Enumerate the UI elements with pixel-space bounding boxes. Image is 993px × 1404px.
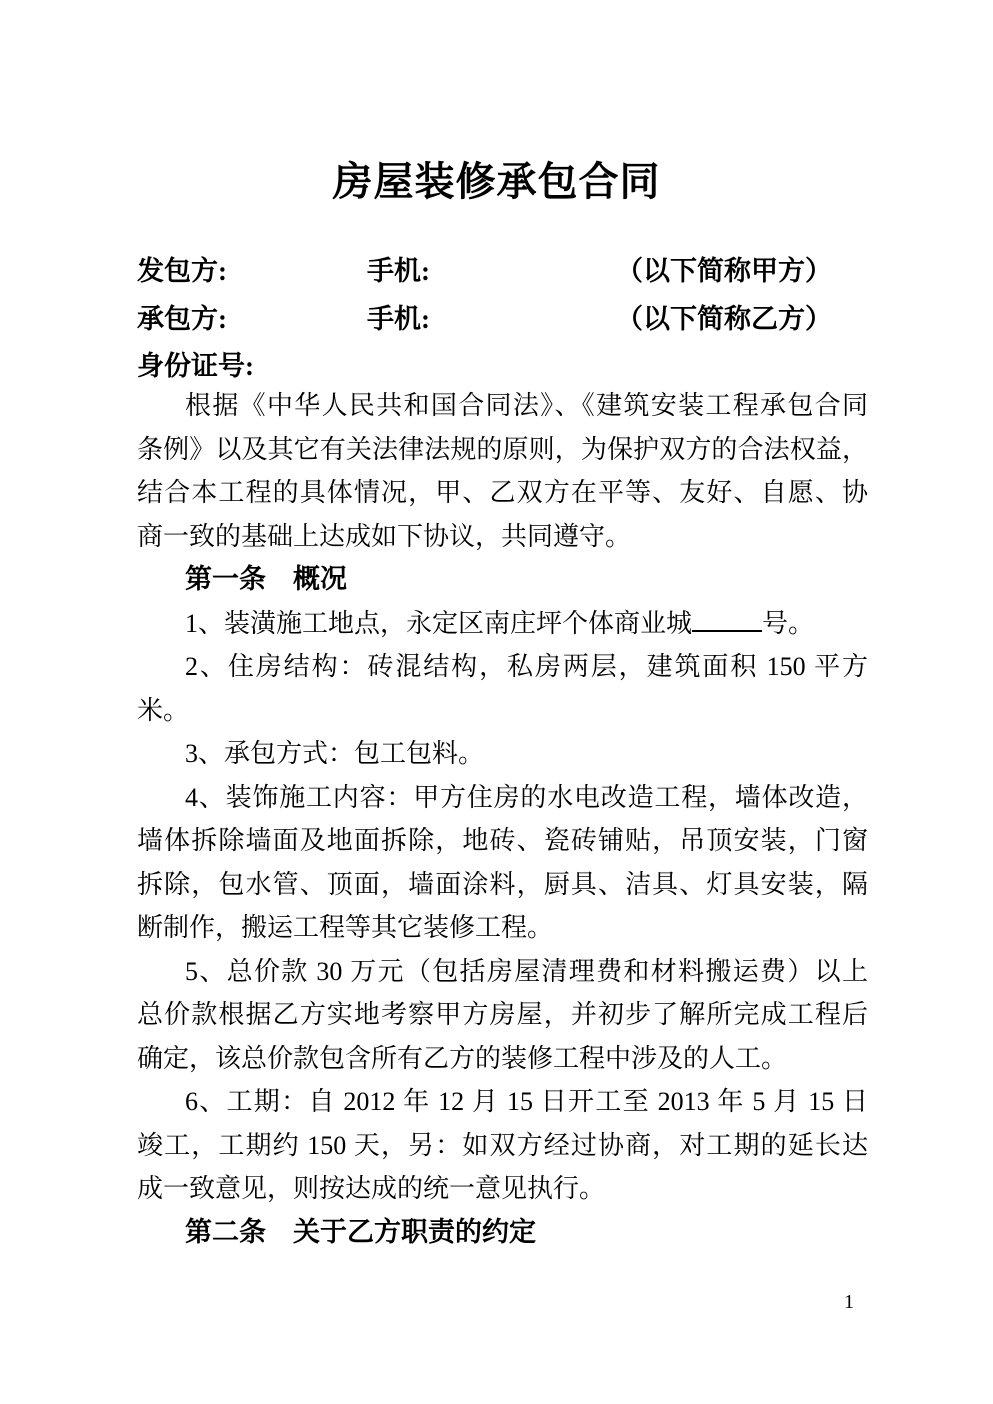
shop-number-blank-field (692, 604, 762, 632)
item-4-line: 4、装饰施工内容：甲方住房的水电改造工程，墙体改造， (185, 782, 868, 812)
contractor-phone-label: 手机: (367, 304, 430, 334)
employer-alias-label: （以下简称甲方） (616, 256, 832, 286)
page-number: 1 (844, 1291, 854, 1313)
party-row-id-number (137, 345, 868, 387)
intro-line: 条例》以及其它有关法律法规的原则，为保护双方的合法权益， (137, 434, 868, 464)
item-1-line (137, 602, 868, 646)
item-4-line: 拆除，包水管、顶面，墙面涂料，厨具、洁具、灯具安装，隔 (137, 869, 868, 899)
item-3-line: 3、承包方式：包工包料。 (185, 739, 485, 768)
item-6-line: 成一致意见，则按达成的统一意见执行。 (137, 1174, 606, 1203)
item-5-line: 5、总价款 30 万元（包括房屋清理费和材料搬运费）以上 (185, 956, 868, 986)
contractor-alias-label: （以下简称乙方） (616, 304, 832, 334)
item-1-prefix: 1、装潢施工地点，永定区南庄坪个体商业城 (185, 608, 693, 638)
party-row-employer (137, 250, 868, 292)
id-number-label: 身份证号: (137, 351, 254, 381)
employer-label: 发包方: (137, 256, 227, 286)
contract-body (137, 384, 868, 1254)
employer-phone-label: 手机: (367, 256, 430, 286)
intro-line: 商一致的基础上达成如下协议，共同遵守。 (137, 521, 632, 551)
document-title: 房屋装修承包合同 (332, 160, 661, 204)
section-1-heading: 第一条 概况 (185, 564, 347, 594)
item-1-suffix: 号。 (762, 608, 815, 638)
item-5-line: 总价款根据乙方实地考察甲方房屋，并初步了解所完成工程后 (137, 1000, 868, 1029)
item-2-line: 米。 (137, 695, 190, 725)
item-6-line: 6、工期：自 2012 年 12 月 15 日开工至 2013 年 5 月 15 日 (185, 1087, 868, 1116)
item-5-line: 确定，该总价款包含所有乙方的装修工程中涉及的人工。 (137, 1043, 788, 1073)
item-2-line: 2、住房结构：砖混结构，私房两层，建筑面积 150 平方 (185, 652, 868, 681)
item-6-line: 竣工，工期约 150 天，另：如双方经过协商，对工期的延长达 (137, 1130, 868, 1160)
item-4-line: 断制作，搬运工程等其它装修工程。 (137, 913, 554, 942)
intro-line: 结合本工程的具体情况，甲、乙双方在平等、友好、自愿、协 (137, 478, 868, 507)
contractor-label: 承包方: (137, 304, 227, 334)
item-4-line: 墙体拆除墙面及地面拆除，地砖、瓷砖铺贴，吊顶安装，门窗 (137, 826, 868, 855)
section-2-heading: 第二条 关于乙方职责的约定 (185, 1216, 536, 1247)
intro-line: 根据《中华人民共和国合同法》、《建筑安装工程承包合同 (185, 391, 868, 420)
party-row-contractor (137, 298, 868, 340)
